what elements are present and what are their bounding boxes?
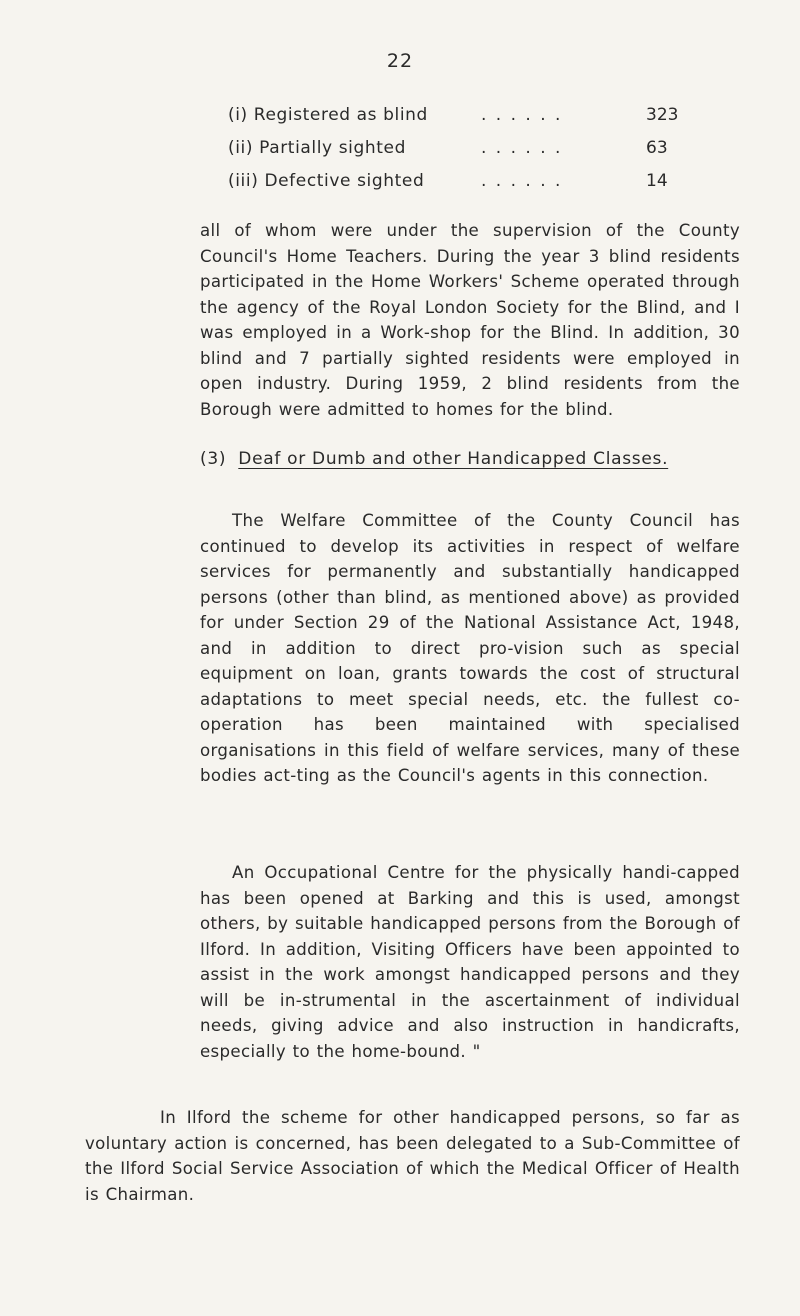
paragraph-ilford-scheme: In Ilford the scheme for other handicapped persons, so far as voluntary action is concerned, has been delegated to a Sub-Committee of the Ilford Social Service Association of which the Medical Officer of Health is Chairman.	[85, 1108, 740, 1204]
stat-label: (ii) Partially sighted	[228, 138, 406, 158]
stat-row	[228, 104, 679, 137]
stat-label: (iii) Defective sighted	[228, 171, 425, 191]
section-number: (3)	[200, 449, 227, 469]
section-heading	[200, 449, 668, 469]
stat-leader-dots: . . . . . .	[481, 171, 563, 191]
stat-leader-dots: . . . . . .	[481, 105, 563, 125]
page-number: 22	[386, 50, 414, 72]
paragraph-welfare-committee: The Welfare Committee of the County Council has continued to develop its activities in respect of welfare services for permanently and substantially handicapped persons (other than blind, as mentioned above) as provided for under Section 29 of the National Assistance Act, 1948, and in addition to direct pro-vision such as special equipment on loan, grants towards the cost of structural adaptations to meet special needs, etc. the fullest co-operation has been maintained with specialised organisations in this field of welfare services, many of these bodies act-ting as the Council's agents in this connection.	[200, 511, 740, 785]
paragraph-blind-residents: all of whom were under the supervision of the County Council's Home Teachers. During the year 3 blind residents participated in the Home Workers' Scheme operated through the agency of the Royal London Society for the Blind, and I was employed in a Work-shop for the Blind. In addition, 30 blind and 7 partially sighted residents were employed in open industry. During 1959, 2 blind residents from the Borough were admitted to homes for the blind.	[200, 221, 740, 419]
statistics-list	[228, 104, 679, 203]
paragraph-occupational-centre: An Occupational Centre for the physically handi-capped has been opened at Barking and this is used, amongst others, by suitable handicapped persons from the Borough of Ilford. In addition, Visiting Officers have been appointed to assist in the work amongst handicapped persons and they will be in-strumental in the ascertainment of individual needs, giving advice and also instruction in handicrafts, especially to the home-bound. "	[200, 863, 740, 1061]
stat-value: 63	[646, 138, 668, 158]
stat-label: (i) Registered as blind	[228, 105, 428, 125]
stat-value: 323	[646, 105, 679, 125]
stat-leader-dots: . . . . . .	[481, 138, 563, 158]
stat-row	[228, 170, 668, 203]
stat-row	[228, 137, 668, 170]
stat-value: 14	[646, 171, 668, 191]
section-title: Deaf or Dumb and other Handicapped Classes.	[238, 449, 669, 469]
